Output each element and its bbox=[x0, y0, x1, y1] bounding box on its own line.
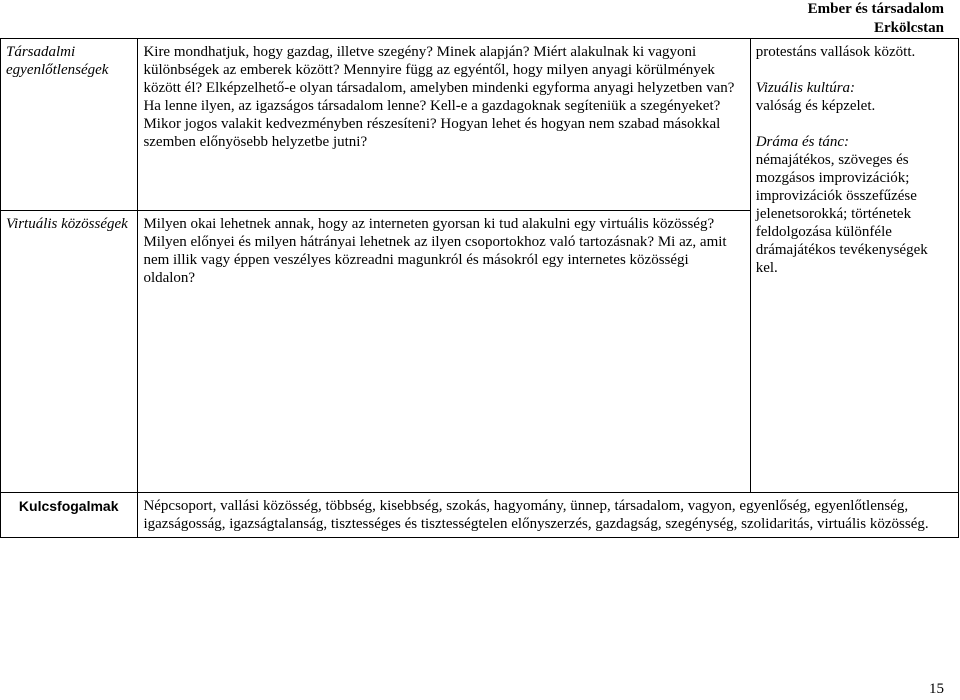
key-concepts-row bbox=[1, 493, 959, 538]
content-cell: Milyen okai lehetnek annak, hogy az interneten gyorsan ki tud alakulni egy virtuális közösség? Milyen előnyei és milyen hátrányai lehetnek az ilyen csoportokhoz való tartozásnak? Mi az, amit nem illik vagy éppen veszélyes közreadni magunkról és másokról egy internetes közösségi oldalon? bbox=[138, 211, 750, 493]
page-number: 15 bbox=[929, 681, 944, 697]
drama-text: némajátékos, szöveges és mozgásos improvizációk; improvizációk összefűzése jelenetsorokká; történetek feldolgozása különféle drámajátékos tevékenységek kel. bbox=[755, 152, 928, 276]
visual-culture-title: Vizuális kultúra: bbox=[755, 80, 856, 96]
header-course: Erkölcstan bbox=[873, 20, 944, 36]
topic-cell: Társadalmi egyenlőtlenségek bbox=[1, 39, 138, 211]
content-cell: Kire mondhatjuk, hogy gazdag, illetve szegény? Minek alapján? Miért alakulnak ki vagyoni különbségek az emberek között? Mennyire függ az egyéntől, hogy milyen anyagi körülmények között él? Elképzelhető-e olyan társadalom, amelyben mindenki egyforma anyagi helyzetben van? Ha lenne ilyen, az igazságos társadalom lenne? Kell-e a gazdagoknak segíteniük a szegényeket? Mikor jogos valakit kedvezményben részesíteni? Hogyan lehet és hogyan nem szabad másokkal szemben előnyösebb helyzetbe jutni? bbox=[138, 39, 750, 211]
visual-culture-text: valóság és képzelet. bbox=[755, 98, 876, 114]
drama-title: Dráma és tánc: bbox=[755, 134, 850, 150]
table-row bbox=[1, 39, 959, 211]
key-concepts-text: Népcsoport, vallási közösség, többség, kisebbség, szokás, hagyomány, ünnep, társadalom, vagyon, egyenlőség, egyenlőtlenség, igazságosság, igazságtalanság, tisztességes és tisztességtelen előnyszerzés, gazdagság, szegénység, szolidaritás, virtuális közösség. bbox=[138, 493, 959, 538]
key-concepts-label: Kulcsfogalmak bbox=[1, 493, 138, 538]
connections-cell bbox=[750, 39, 958, 493]
header-subject: Ember és társadalom bbox=[807, 1, 944, 17]
page-header bbox=[808, 0, 944, 38]
curriculum-table bbox=[0, 38, 959, 538]
topic-cell: Virtuális közösségek bbox=[1, 211, 138, 493]
connections-intro: protestáns vallások között. bbox=[755, 44, 916, 60]
